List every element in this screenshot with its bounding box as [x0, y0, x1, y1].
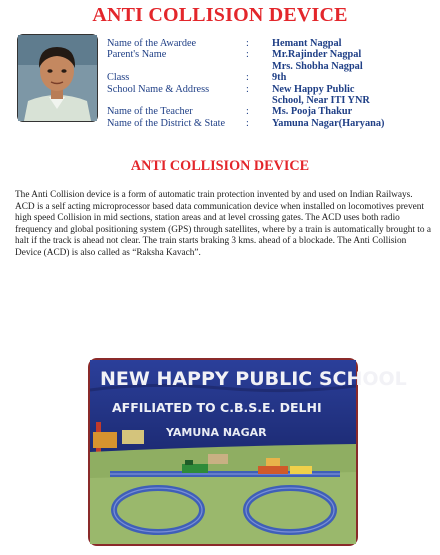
- detail-value: New Happy Public: [272, 83, 355, 95]
- detail-value: Hemant Nagpal: [272, 38, 342, 49]
- description-paragraph: The Anti Collision device is a form of automatic train protection invented by and used on Indian Railways. ACD is a self acting microprocessor based data communication device when installed on locomotives prevent high speed Collision in mid sections, station areas and at level crossing gates. The ACD uses both radio frequency and global positioning system (GPS) through satellites, where by a train is automatically brought to a halt if the track is ahead not clear. The train starts braking 3 kms. ahead of a blockade. The Anti Collision Device (ACD) is also called as “Raksha Kavach”.: [15, 190, 431, 258]
- detail-value: 9th: [272, 72, 287, 84]
- detail-colon: :: [246, 106, 249, 118]
- detail-colon: :: [246, 49, 249, 61]
- detail-colon: :: [246, 117, 249, 129]
- detail-value: Yamuna Nagar(Haryana): [272, 117, 385, 129]
- detail-label: Name of the Teacher: [107, 106, 193, 118]
- page-title: ANTI COLLISION DEVICE: [92, 4, 348, 26]
- detail-value: School, Near ITI YNR: [272, 94, 370, 106]
- detail-label: Name of the District & State: [107, 117, 226, 129]
- model-railway-image: [90, 360, 407, 544]
- banner-line-1: NEW HAPPY PUBLIC SCHOOL: [100, 368, 407, 390]
- detail-label: Class: [107, 72, 130, 84]
- detail-value: Mr.Rajinder Nagpal: [272, 49, 362, 61]
- banner-line-3: YAMUNA NAGAR: [166, 426, 267, 439]
- portrait-image: [18, 35, 97, 121]
- detail-colon: :: [246, 83, 249, 95]
- awardee-photo: [17, 34, 98, 122]
- detail-label: Parent's Name: [107, 49, 167, 61]
- detail-value: Mrs. Shobha Nagpal: [272, 60, 363, 72]
- project-photo: [88, 358, 407, 546]
- detail-label: School Name & Address: [107, 83, 210, 95]
- section-heading: ANTI COLLISION DEVICE: [130, 158, 310, 174]
- detail-colon: :: [246, 38, 249, 49]
- detail-value: Ms. Pooja Thakur: [272, 106, 353, 118]
- banner-line-2: AFFILIATED TO C.B.S.E. DELHI: [112, 400, 322, 415]
- detail-colon: :: [246, 72, 249, 84]
- detail-label: Name of the Awardee: [107, 38, 197, 49]
